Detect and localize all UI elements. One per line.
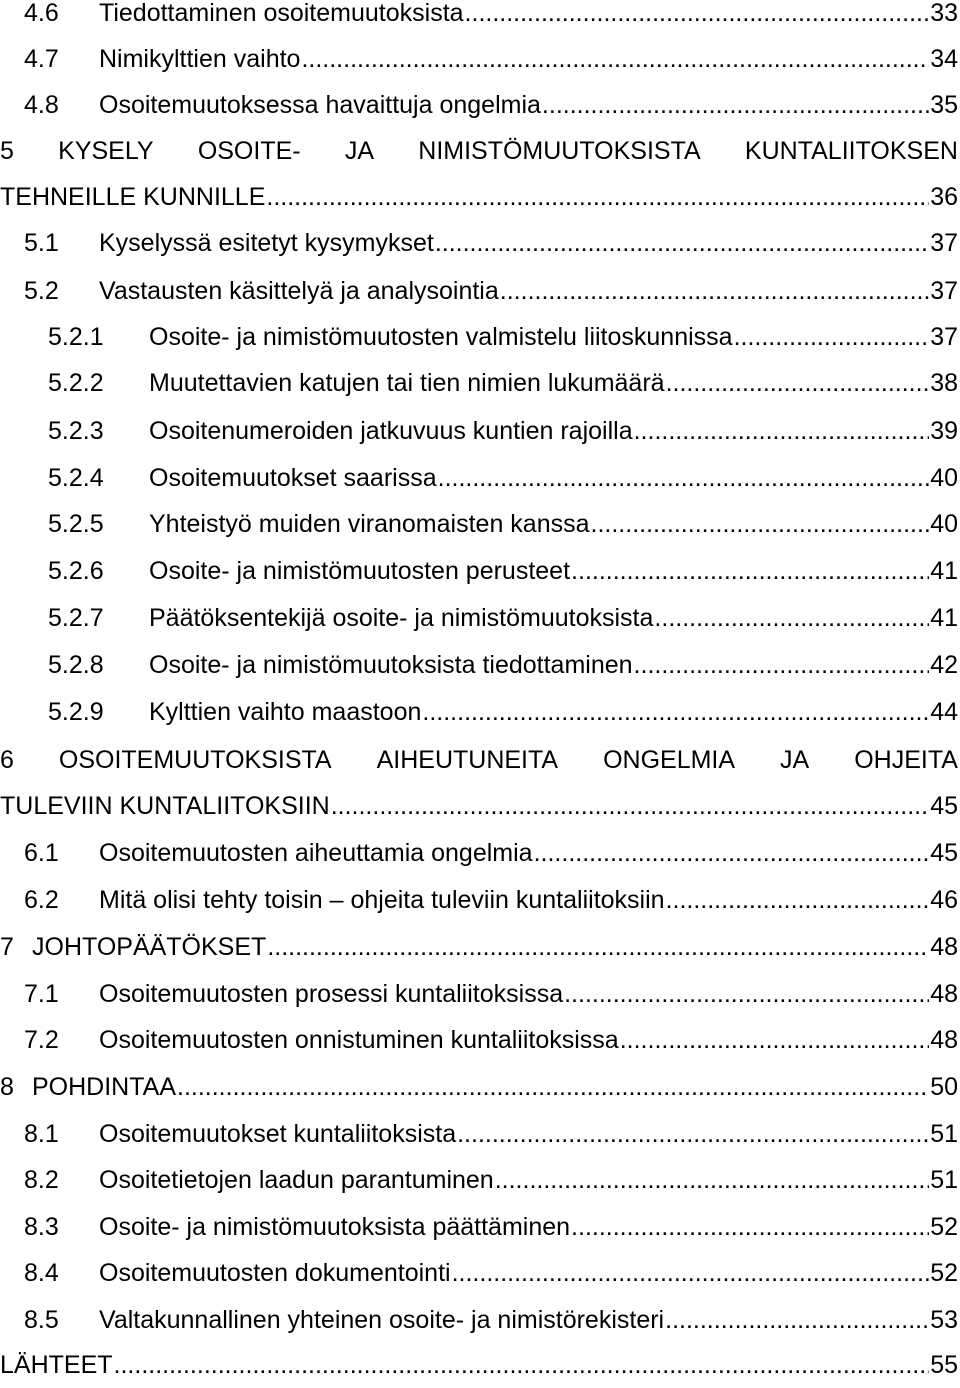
toc-entry[interactable]: [0, 36, 958, 82]
dot-leader: [591, 509, 930, 539]
toc-entry-page: 41: [930, 604, 958, 632]
toc-chapter-word: NIMISTÖMUUTOKSISTA: [418, 137, 701, 165]
toc-entry-page: 37: [930, 323, 958, 351]
toc-entry-page: 53: [930, 1306, 958, 1334]
toc-entry-title: TEHNEILLE KUNNILLE: [0, 183, 266, 211]
toc-entry-page: 48: [930, 933, 958, 961]
toc-chapter-word: OSOITE-: [197, 137, 301, 165]
toc-entry-page: 48: [930, 1026, 958, 1054]
dot-leader: [665, 1305, 929, 1335]
toc-entry-number: 8.3: [24, 1213, 59, 1241]
toc-entry-page: 52: [930, 1259, 958, 1287]
toc-chapter-word: OSOITEMUUTOKSISTA: [58, 746, 332, 774]
toc-entry-page: 39: [930, 417, 958, 445]
toc-entry-number: 5.2.1: [48, 323, 104, 351]
dot-leader: [666, 885, 930, 915]
toc-entry-number: 5.2.6: [48, 557, 104, 585]
toc-entry-title: Osoite- ja nimistömuutoksista tiedottaminen: [149, 651, 633, 679]
toc-entry-page: 55: [930, 1351, 958, 1379]
dot-leader: [564, 979, 929, 1009]
toc-entry-title: Osoitemuutosten aiheuttamia ongelmia: [99, 839, 533, 867]
toc-entry-title: Nimikylttien vaihto: [99, 45, 301, 73]
dot-leader: [452, 1258, 930, 1288]
toc-entry-title: LÄHTEET: [0, 1351, 113, 1379]
toc-entry-page: 52: [930, 1213, 958, 1241]
toc-entry[interactable]: [0, 971, 958, 1017]
toc-chapter-word: JA: [344, 137, 375, 165]
toc-entry[interactable]: [0, 548, 958, 594]
toc-entry-title: Mitä olisi tehty toisin – ohjeita tuleviin kuntaliitoksiin: [99, 886, 665, 914]
toc-entry-title: JOHTOPÄÄTÖKSET: [32, 933, 267, 961]
toc-entry-page: 37: [930, 277, 958, 305]
dot-leader: [266, 182, 929, 212]
toc-entry-title: Osoitemuutoksessa havaittuja ongelmia: [99, 91, 541, 119]
toc-entry-title: POHDINTAA: [32, 1073, 176, 1101]
dot-leader: [465, 0, 930, 28]
toc-entry-title: Osoitemuutosten onnistuminen kuntaliitoksissa: [99, 1026, 619, 1054]
toc-entry-number: 4.8: [24, 91, 59, 119]
toc-entry-title: Osoitetietojen laadun parantuminen: [99, 1166, 494, 1194]
toc-entry[interactable]: [0, 220, 958, 266]
dot-leader: [301, 44, 929, 74]
dot-leader: [734, 322, 930, 352]
toc-entry-number: 5.2.7: [48, 604, 104, 632]
toc-entry[interactable]: [0, 1342, 958, 1388]
toc-entry-title: Osoitemuutokset kuntaliitoksista: [99, 1120, 457, 1148]
toc-entry-title: Tiedottaminen osoitemuutoksista: [99, 0, 464, 27]
toc-entry-title: Valtakunnallinen yhteinen osoite- ja nimistörekisteri: [99, 1306, 665, 1334]
toc-entry-page: 33: [930, 0, 958, 27]
toc-entry-page: 45: [930, 792, 958, 820]
dot-leader: [457, 1119, 929, 1149]
toc-entry-page: 46: [930, 886, 958, 914]
toc-entry-title: Muutettavien katujen tai tien nimien lukumäärä: [149, 369, 665, 397]
toc-entry-number: 5.2.3: [48, 417, 104, 445]
toc-entry-page: 51: [930, 1166, 958, 1194]
toc-chapter-word: JA: [780, 746, 810, 774]
toc-entry-number: 8.5: [24, 1306, 59, 1334]
toc-entry[interactable]: [0, 1111, 958, 1157]
toc-entry-title: Osoitemuutokset saarissa: [149, 464, 437, 492]
toc-entry-number: 5.2.8: [48, 651, 104, 679]
toc-entry-number: 6.1: [24, 839, 59, 867]
toc-entry-title: Osoitenumeroiden jatkuvuus kuntien rajoilla: [149, 417, 633, 445]
toc-entry[interactable]: [0, 830, 958, 876]
toc-entry-page: 37: [930, 229, 958, 257]
toc-entry-title: Kylttien vaihto maastoon: [149, 698, 422, 726]
dot-leader: [666, 368, 930, 398]
dot-leader: [267, 932, 929, 962]
dot-leader: [571, 1212, 929, 1242]
toc-entry-number: 8: [0, 1073, 14, 1101]
toc-entry-number: 5.2.2: [48, 369, 104, 397]
toc-entry-title: Päätöksentekijä osoite- ja nimistömuutoksista: [149, 604, 654, 632]
toc-entry[interactable]: [0, 0, 958, 36]
toc-entry-number: 4.6: [24, 0, 59, 27]
toc-entry-page: 40: [930, 464, 958, 492]
dot-leader: [438, 463, 930, 493]
toc-entry-number: 7: [0, 933, 14, 961]
dot-leader: [500, 276, 929, 306]
toc-entry-page: 38: [930, 369, 958, 397]
toc-entry-page: 42: [930, 651, 958, 679]
toc-entry[interactable]: [0, 924, 958, 970]
toc-entry[interactable]: [0, 408, 958, 454]
toc-entry-number: 7.1: [24, 980, 59, 1008]
toc-entry-number: 5.2: [24, 277, 59, 305]
toc-entry-page: 40: [930, 510, 958, 538]
dot-leader: [542, 90, 929, 120]
toc-entry-page: 48: [930, 980, 958, 1008]
toc-entry-number: 5.1: [24, 229, 59, 257]
dot-leader: [495, 1165, 929, 1195]
dot-leader: [114, 1350, 930, 1380]
toc-entry-title: Osoitemuutosten prosessi kuntaliitoksissa: [99, 980, 564, 1008]
dot-leader: [620, 1025, 929, 1055]
toc-chapter-word: KUNTALIITOKSEN: [744, 137, 958, 165]
toc-entry[interactable]: [0, 642, 958, 688]
toc-entry[interactable]: [0, 1017, 958, 1063]
toc-entry[interactable]: [0, 1204, 958, 1250]
toc-entry[interactable]: [0, 501, 958, 547]
dot-leader: [534, 838, 930, 868]
dot-leader: [422, 697, 929, 727]
toc-entry-number: 8.2: [24, 1166, 59, 1194]
dot-leader: [435, 228, 929, 258]
toc-entry-number: 5.2.4: [48, 464, 104, 492]
toc-entry-page: 51: [930, 1120, 958, 1148]
toc-entry-title: Vastausten käsittelyä ja analysointia: [99, 277, 499, 305]
toc-entry[interactable]: [0, 82, 958, 128]
toc-entry-page: 44: [930, 698, 958, 726]
toc-chapter-word: AIHEUTUNEITA: [376, 746, 559, 774]
toc-entry-number: 8.4: [24, 1259, 59, 1287]
toc-entry-title: Osoite- ja nimistömuutoksista päättäminen: [99, 1213, 571, 1241]
toc-entry[interactable]: [0, 1297, 958, 1343]
dot-leader: [634, 416, 930, 446]
toc-entry-number: 6.2: [24, 886, 59, 914]
toc-chapter-heading-line[interactable]: [0, 737, 958, 783]
toc-entry[interactable]: [0, 877, 958, 923]
toc-entry-title: Osoitemuutosten dokumentointi: [99, 1259, 451, 1287]
toc-chapter-word: KYSELY: [58, 137, 154, 165]
toc-entry[interactable]: [0, 314, 958, 360]
toc-entry[interactable]: [0, 689, 958, 735]
toc-entry-number: 8.1: [24, 1120, 59, 1148]
toc-entry-title: Osoite- ja nimistömuutosten perusteet: [149, 557, 571, 585]
toc-entry[interactable]: [0, 174, 958, 220]
toc-entry-page: 50: [930, 1073, 958, 1101]
toc-chapter-word: OHJEITA: [854, 746, 958, 774]
toc-entry[interactable]: [0, 1064, 958, 1110]
toc-chapter-heading-line[interactable]: [0, 128, 958, 174]
toc-entry[interactable]: [0, 1157, 958, 1203]
toc-entry-number: 4.7: [24, 45, 59, 73]
toc-entry-title: Kyselyssä esitetyt kysymykset: [99, 229, 434, 257]
toc-entry-title: Osoite- ja nimistömuutosten valmistelu liitoskunnissa: [149, 323, 733, 351]
toc-entry-page: 41: [930, 557, 958, 585]
toc-entry-page: 34: [930, 45, 958, 73]
toc-entry-page: 36: [930, 183, 958, 211]
toc-entry[interactable]: [0, 360, 958, 406]
toc-entry-page: 35: [930, 91, 958, 119]
toc-entry-page: 45: [930, 839, 958, 867]
toc-entry[interactable]: [0, 595, 958, 641]
dot-leader: [571, 556, 929, 586]
dot-leader: [331, 791, 929, 821]
toc-chapter-word: 5: [0, 137, 14, 165]
dot-leader: [634, 650, 930, 680]
toc-entry-number: 5.2.9: [48, 698, 104, 726]
toc-entry[interactable]: [0, 268, 958, 314]
dot-leader: [177, 1072, 929, 1102]
toc-entry[interactable]: [0, 1250, 958, 1296]
toc-entry-number: 7.2: [24, 1026, 59, 1054]
toc-chapter-word: ONGELMIA: [603, 746, 736, 774]
toc-chapter-word: 6: [0, 746, 14, 774]
toc-entry-number: 5.2.5: [48, 510, 104, 538]
toc-entry[interactable]: [0, 455, 958, 501]
toc-entry-title: Yhteistyö muiden viranomaisten kanssa: [149, 510, 590, 538]
dot-leader: [654, 603, 929, 633]
toc-entry[interactable]: [0, 783, 958, 829]
toc-entry-title: TULEVIIN KUNTALIITOKSIIN: [0, 792, 330, 820]
